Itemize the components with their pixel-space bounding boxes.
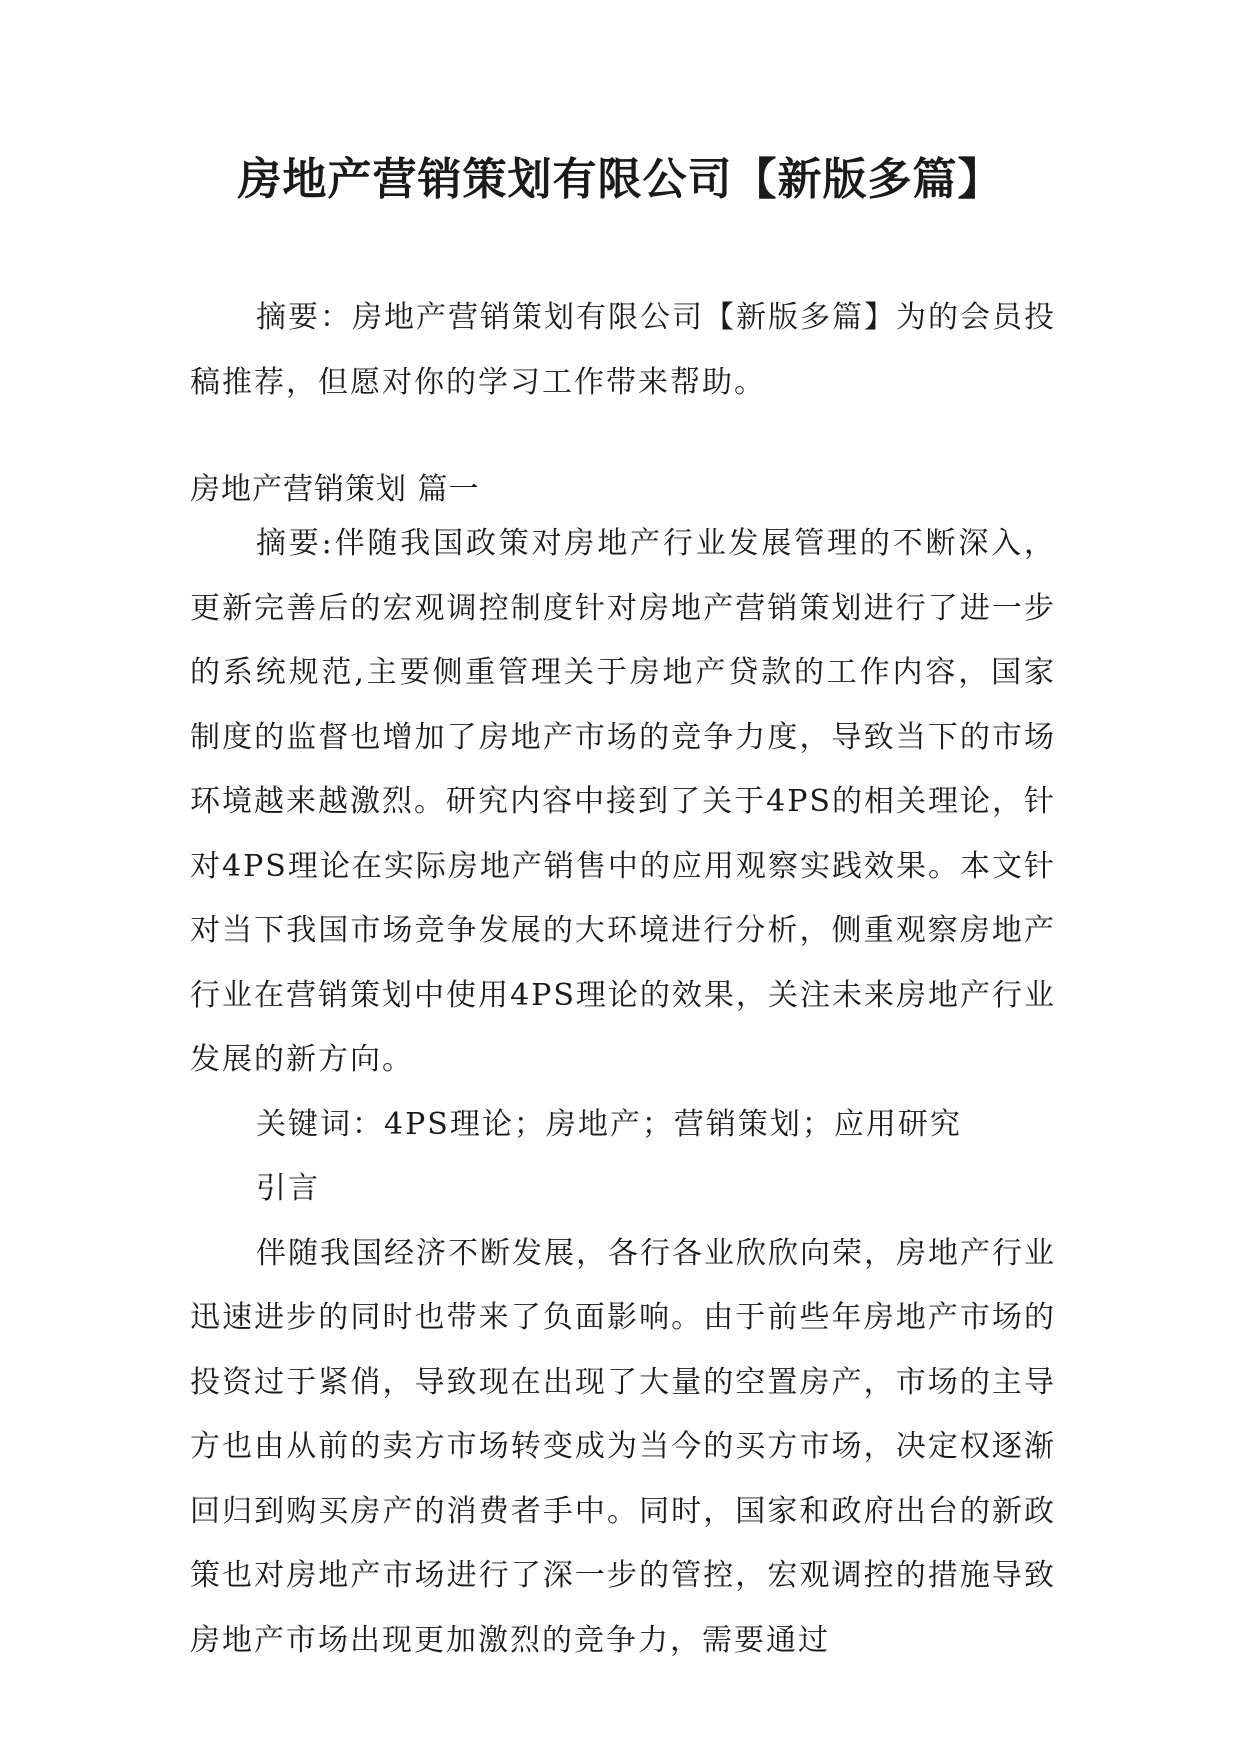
- section-abstract: 摘要:伴随我国政策对房地产行业发展管理的不断深入，更新完善后的宏观调控制度针对房地产营销策划进行了进一步的系统规范,主要侧重管理关于房地产贷款的工作内容，国家制度的监督也增加了房地产市场的竞争力度，导致当下的市场环境越来越激烈。研究内容中接到了关于4PS的相关理论，针对4PS理论在实际房地产销售中的应用观察实践效果。本文针对当下我国市场竞争发展的大环境进行分析，侧重观察房地产行业在营销策划中使用4PS理论的效果，关注未来房地产行业发展的新方向。: [190, 526, 1056, 1077]
- section-body: [190, 512, 1056, 1673]
- summary-intro: 摘要：房地产营销策划有限公司【新版多篇】为的会员投稿推荐，但愿对你的学习工作带来帮助。: [190, 300, 1056, 400]
- document-title: 房地产营销策划有限公司【新版多篇】: [237, 154, 1003, 205]
- keywords-line: 关键词：4PS理论；房地产；营销策划；应用研究: [256, 1106, 962, 1142]
- section-heading: 房地产营销策划 篇一: [190, 472, 480, 507]
- intro-heading: 引言: [256, 1171, 320, 1206]
- intro-paragraph: 伴随我国经济不断发展，各行各业欣欣向荣，房地产行业迅速进步的同时也带来了负面影响。由于前些年房地产市场的投资过于紧俏，导致现在出现了大量的空置房产，市场的主导方也由从前的卖方市场转变成为当今的买方市场，决定权逐渐回归到购买房产的消费者手中。同时，国家和政府出台的新政策也对房地产市场进行了深一步的管控，宏观调控的措施导致房地产市场出现更加激烈的竞争力，需要通过: [190, 1235, 1056, 1658]
